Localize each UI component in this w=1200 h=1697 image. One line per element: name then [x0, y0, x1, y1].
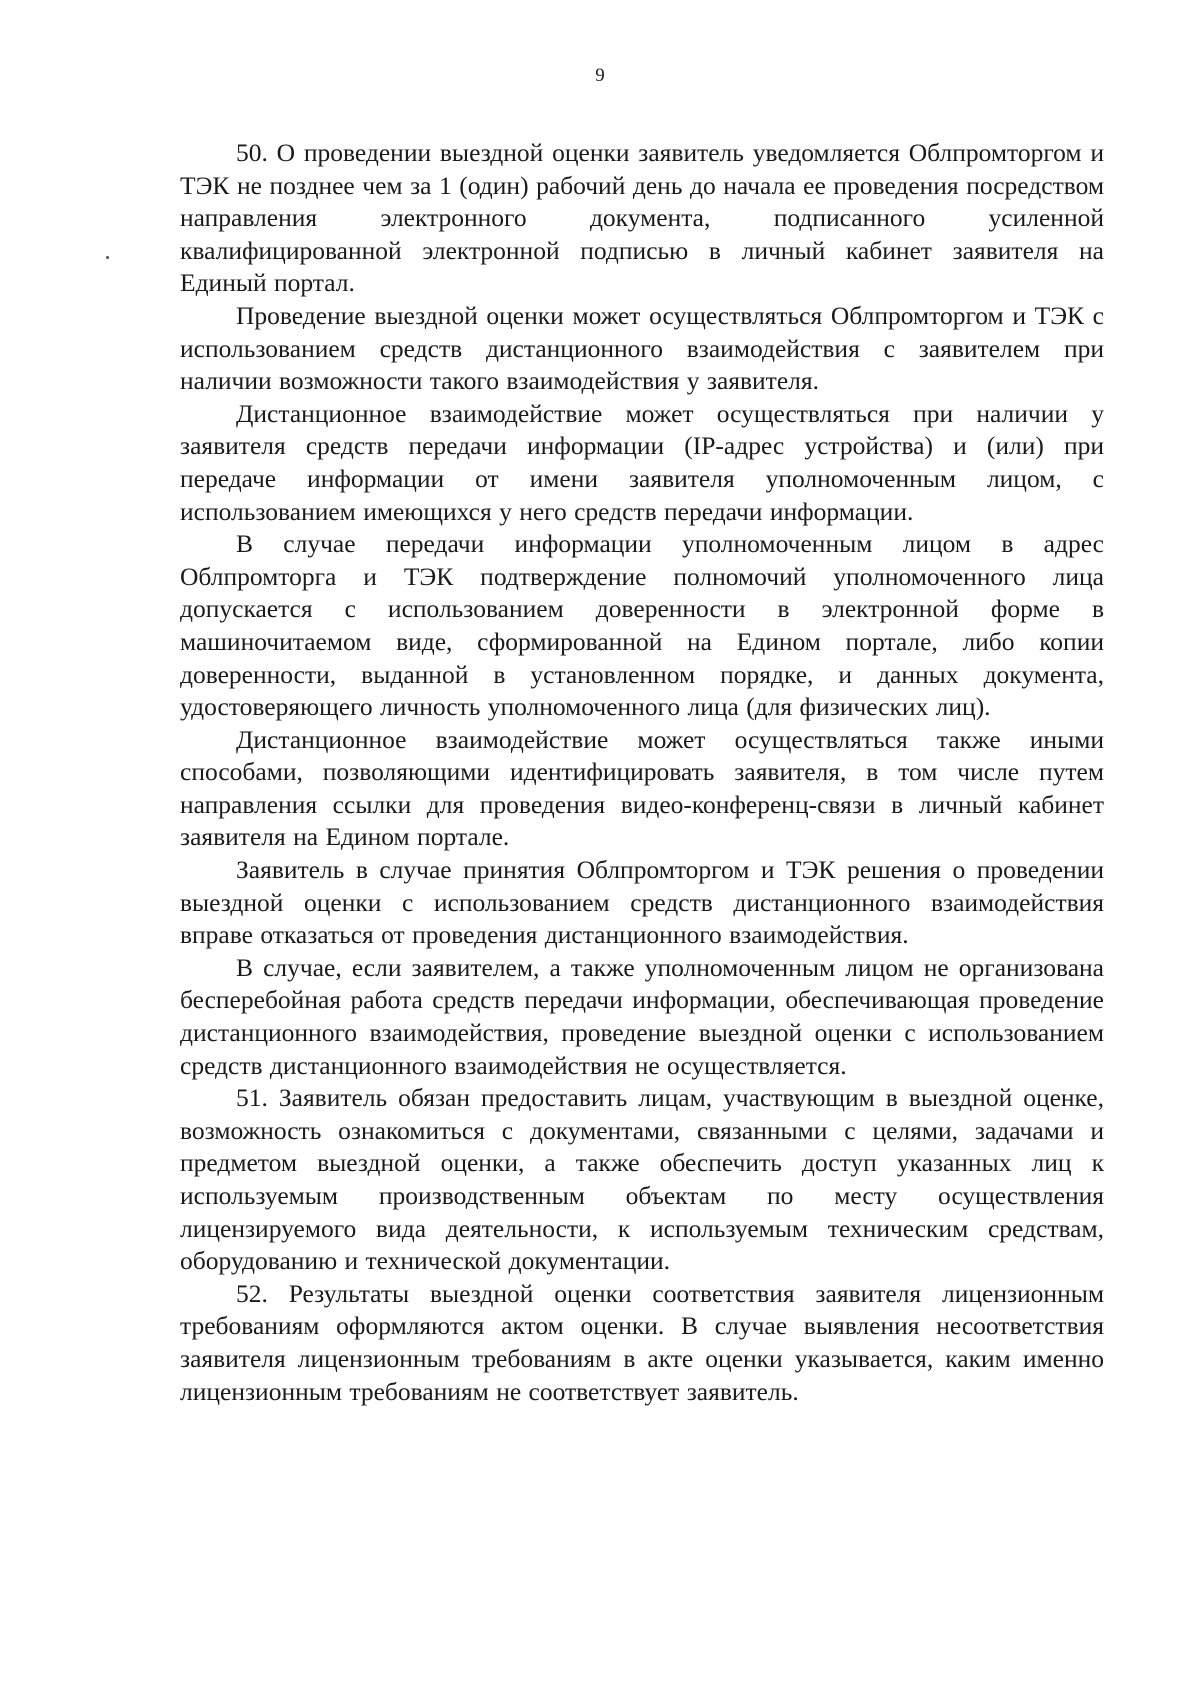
page-number: 9 [595, 65, 605, 86]
paragraph-authorized-person: В случае передачи информации уполномоченным лицом в адрес Облпромторга и ТЭК подтверждение полномочий уполномоченного лица допускается с использованием доверенности в электронной форме в машиночитаемом виде, сформированной на Едином портале, либо копии доверенности, выданной в установленном порядке, и данных документа, удостоверяющего личность уполномоченного лица (для физических лиц). [180, 529, 1104, 722]
scan-speck [106, 256, 109, 259]
paragraph-no-connection: В случае, если заявителем, а также уполномоченным лицом не организована бесперебойная работа средств передачи информации, обеспечивающая проведение дистанционного взаимодействия, проведение выездной оценки с использованием средств дистанционного взаимодействия не осуществляется. [180, 952, 1104, 1080]
paragraph-refusal: Заявитель в случае принятия Облпромторгом и ТЭК решения о проведении выездной оценки с использованием средств дистанционного взаимодействия вправе отказаться от проведения дистанционного взаимодействия. [180, 855, 1104, 950]
paragraph-other-methods: Дистанционное взаимодействие может осуществляться также иными способами, позволяющими идентифицировать заявителя, в том числе путем направления ссылки для проведения видео-конференц-связи в личный кабинет заявителя на Едином портале. [180, 724, 1104, 852]
paragraph-51: 51. Заявитель обязан предоставить лицам, участвующим в выездной оценке, возможность ознакомиться с документами, связанными с целями, задачами и предметом выездной оценки, а также обеспечить доступ указанных лиц к используемым производственным объектам по месту осуществления лицензируемого вида деятельности, к используемым техническим средствам, оборудованию и технической документации. [180, 1083, 1104, 1276]
paragraph-50: 50. О проведении выездной оценки заявитель уведомляется Облпромторгом и ТЭК не позднее чем за 1 (один) рабочий день до начала ее проведения посредством направления электронного документа, подписанного усиленной квалифицированной электронной подписью в личный кабинет заявителя на Единый портал. [180, 138, 1104, 298]
paragraph-52: 52. Результаты выездной оценки соответствия заявителя лицензионным требованиям оформляются актом оценки. В случае выявления несоответствия заявителя лицензионным требованиям в акте оценки указывается, каким именно лицензионным требованиям не соответствует заявитель. [180, 1278, 1104, 1406]
document-body [180, 137, 1104, 1408]
paragraph-remote-interaction: Дистанционное взаимодействие может осуществляться при наличии у заявителя средств передачи информации (IP-адрес устройства) и (или) при передаче информации от имени заявителя уполномоченным лицом, с использованием имеющихся у него средств передачи информации. [180, 398, 1104, 526]
paragraph-remote-assessment: Проведение выездной оценки может осуществляться Облпромторгом и ТЭК с использованием средств дистанционного взаимодействия с заявителем при наличии возможности такого взаимодействия у заявителя. [180, 300, 1104, 396]
